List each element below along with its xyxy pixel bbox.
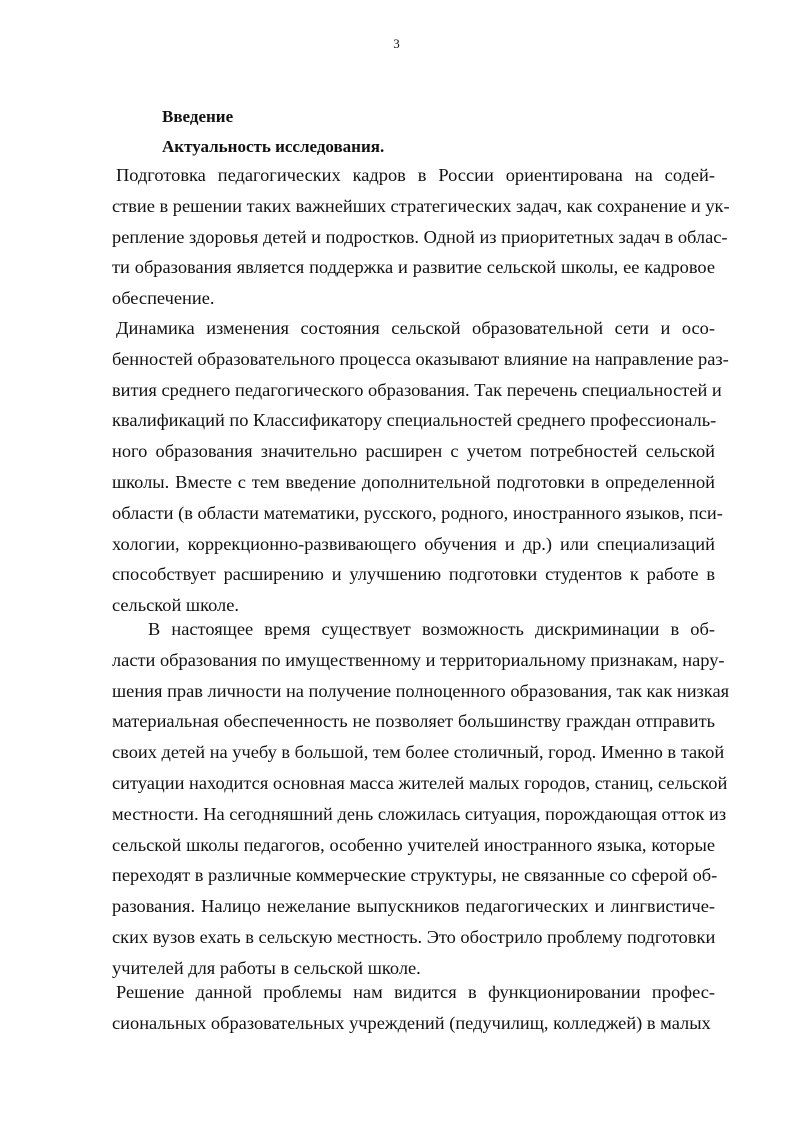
paragraph-4 xyxy=(112,977,715,1039)
paragraph-line: ного образования значительно расширен с учетом потребностей сельской xyxy=(112,441,715,462)
paragraph-line: репление здоровья детей и подростков. Одной из приоритетных задач в облас- xyxy=(112,226,728,247)
paragraph-line: своих детей на учебу в большой, тем более столичный, город. Именно в такой xyxy=(112,742,725,763)
paragraph-line: сиональных образовательных учреждений (педучилищ, колледжей) в малых xyxy=(112,1012,711,1033)
paragraph-line: Динамика изменения состояния сельской образовательной сети и осо- xyxy=(116,318,715,338)
paragraph-line: ских вузов ехать в сельскую местность. Это обострило проблему подготовки xyxy=(112,926,716,947)
paragraph-1 xyxy=(112,160,730,314)
paragraph-line: Подготовка педагогических кадров в России ориентирована на содей- xyxy=(116,165,715,185)
paragraph-line: учителей для работы в сельской школе. xyxy=(112,957,421,978)
paragraph-line: обеспечение. xyxy=(112,288,215,309)
paragraph-line: ти образования является поддержка и развитие сельской школы, ее кадровое xyxy=(112,257,715,278)
subsection-heading: Актуальность исследования. xyxy=(162,137,385,156)
paragraph-line: ласти образования по имущественному и территориальному признакам, нару- xyxy=(112,649,725,670)
paragraph-line: бенностей образовательного процесса оказывают влияние на направление раз- xyxy=(112,348,729,369)
paragraph-line: школы. Вместе с тем введение дополнительной подготовки в определенной xyxy=(112,471,715,492)
paragraph-line: разования. Налицо нежелание выпускников педагогических и лингвистиче- xyxy=(112,896,715,917)
paragraph-line: В настоящее время существует возможность дискриминации в об- xyxy=(148,619,715,639)
paragraph-3 xyxy=(112,614,730,984)
paragraph-2 xyxy=(112,313,729,621)
paragraph-line: шения прав личности на получение полноценного образования, так как низкая xyxy=(112,680,730,701)
paragraph-line: квалификаций по Классификатору специальностей среднего профессиональ- xyxy=(112,410,717,431)
paragraph-line: области (в области математики, русского, родного, иностранного языков, пси- xyxy=(112,502,723,523)
paragraph-line: переходят в различные коммерческие структуры, не связанные со сферой об- xyxy=(112,865,718,886)
page-number: 3 xyxy=(393,36,400,51)
paragraph-line: ситуации находится основная масса жителей малых городов, станиц, сельской xyxy=(112,772,728,793)
paragraph-line: сельской школе. xyxy=(112,595,239,616)
paragraph-line: Решение данной проблемы нам видится в функционировании профес- xyxy=(116,982,715,1002)
paragraph-line: сельской школы педагогов, особенно учителей иностранного языка, которые xyxy=(112,834,715,855)
paragraph-line: ствие в решении таких важнейших стратегических задач, как сохранение и ук- xyxy=(112,195,730,216)
paragraph-line: способствует расширению и улучшению подготовки студентов к работе в xyxy=(112,564,715,585)
paragraph-line: материальная обеспеченность не позволяет большинству граждан отправить xyxy=(112,711,715,732)
paragraph-line: местности. На сегодняшний день сложилась ситуация, порождающая отток из xyxy=(112,803,727,824)
section-heading: Введение xyxy=(162,107,234,126)
paragraph-line: вития среднего педагогического образования. Так перечень специальностей и xyxy=(112,379,722,400)
paragraph-line: хологии, коррекционно-развивающего обучения и др.) или специализаций xyxy=(112,533,715,554)
